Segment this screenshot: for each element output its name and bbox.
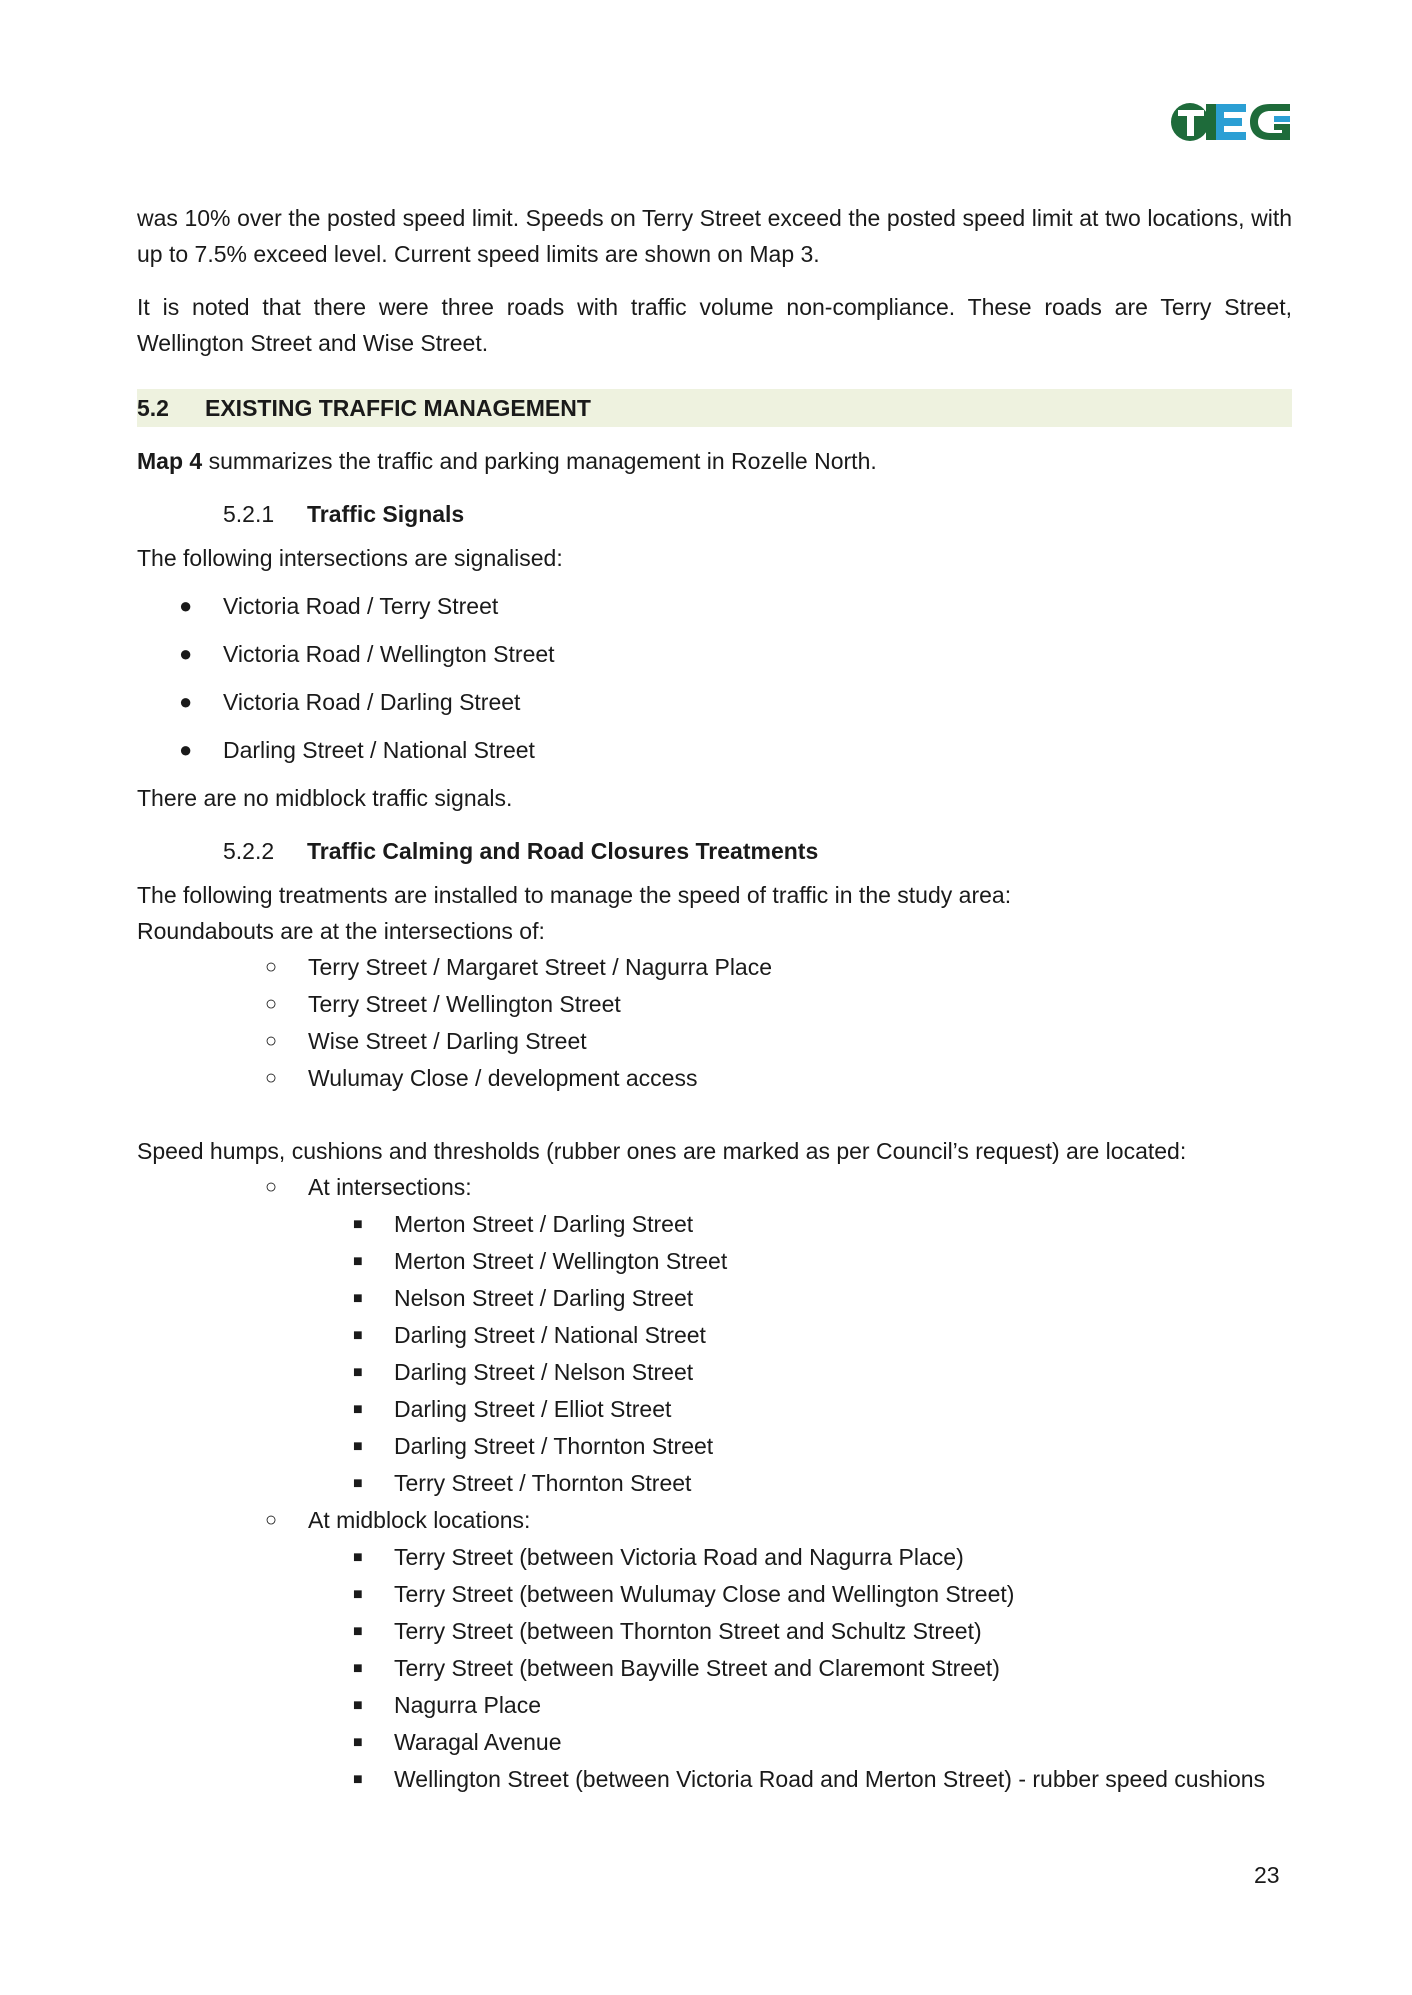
section-summary	[137, 443, 1292, 479]
roundabouts-intro: Roundabouts are at the intersections of:	[137, 918, 545, 944]
list-item: ■ Terry Street (between Bayville Street and Claremont Street)	[137, 1650, 1292, 1687]
list-item: ○ At intersections:	[137, 1169, 1292, 1206]
list-item: ○ Terry Street / Wellington Street	[137, 986, 1292, 1023]
list-item: ■ Waragal Avenue	[137, 1724, 1292, 1761]
humps-intro: Speed humps, cushions and thresholds (rubber ones are marked as per Council’s request) are located:	[137, 1138, 1187, 1164]
list-item: ■ Terry Street (between Wulumay Close and Wellington Street)	[137, 1576, 1292, 1613]
list-item: ■ Wellington Street (between Victoria Road and Merton Street) - rubber speed cushions	[137, 1761, 1292, 1798]
signals-intro: The following intersections are signalised:	[137, 545, 563, 571]
list-item: ■ Darling Street / Nelson Street	[137, 1354, 1292, 1391]
signals-outro: There are no midblock traffic signals.	[137, 785, 513, 811]
circle-bullet-icon: ○	[265, 993, 278, 1015]
page-number: 23	[1254, 1862, 1280, 1888]
list-item: ■ Merton Street / Wellington Street	[137, 1243, 1292, 1280]
square-bullet-icon: ■	[353, 1660, 363, 1677]
humps-midblock-label-list	[137, 1502, 1292, 1539]
circle-bullet-icon: ○	[265, 956, 278, 978]
square-bullet-icon: ■	[353, 1364, 363, 1381]
subsection-title: Traffic Calming and Road Closures Treatments	[307, 838, 819, 864]
square-bullet-icon: ■	[353, 1438, 363, 1455]
square-bullet-icon: ■	[353, 1623, 363, 1640]
signalised-intersections-list	[137, 582, 1292, 774]
section-heading	[137, 389, 1292, 427]
treatments-intro: The following treatments are installed to manage the speed of traffic in the study area:	[137, 882, 1012, 908]
circle-bullet-icon: ○	[265, 1176, 278, 1198]
square-bullet-icon: ■	[353, 1475, 363, 1492]
humps-intersections-list	[137, 1206, 1292, 1502]
subsection-heading-signals	[223, 496, 1292, 532]
spacer	[137, 1097, 1292, 1133]
subsection-heading-calming	[223, 833, 1292, 869]
square-bullet-icon: ■	[353, 1253, 363, 1270]
subsection-number: 5.2.2	[223, 838, 275, 864]
list-item: ○ Wise Street / Darling Street	[137, 1023, 1292, 1060]
list-item: ● Victoria Road / Darling Street	[137, 678, 1292, 726]
bullet-icon: ●	[179, 737, 193, 762]
list-item: ■ Darling Street / National Street	[137, 1317, 1292, 1354]
list-item: ○ Terry Street / Margaret Street / Nagurra Place	[137, 949, 1292, 986]
bullet-icon: ●	[179, 593, 193, 618]
list-item: ● Darling Street / National Street	[137, 726, 1292, 774]
list-item: ■ Terry Street / Thornton Street	[137, 1465, 1292, 1502]
list-item: ■ Darling Street / Thornton Street	[137, 1428, 1292, 1465]
circle-bullet-icon: ○	[265, 1067, 278, 1089]
square-bullet-icon: ■	[353, 1290, 363, 1307]
bullet-icon: ●	[179, 641, 193, 666]
roundabouts-list	[137, 949, 1292, 1097]
summary-text: summarizes the traffic and parking management in Rozelle North.	[202, 448, 877, 474]
square-bullet-icon: ■	[353, 1734, 363, 1751]
page-content	[137, 200, 1292, 1798]
list-item: ■ Nagurra Place	[137, 1687, 1292, 1724]
square-bullet-icon: ■	[353, 1216, 363, 1233]
humps-midblock-list	[137, 1539, 1292, 1798]
list-item: ○ At midblock locations:	[137, 1502, 1292, 1539]
circle-bullet-icon: ○	[265, 1509, 278, 1531]
square-bullet-icon: ■	[353, 1697, 363, 1714]
list-item: ■ Merton Street / Darling Street	[137, 1206, 1292, 1243]
square-bullet-icon: ■	[353, 1549, 363, 1566]
list-item: ● Victoria Road / Terry Street	[137, 582, 1292, 630]
square-bullet-icon: ■	[353, 1401, 363, 1418]
list-item: ■ Terry Street (between Thornton Street and Schultz Street)	[137, 1613, 1292, 1650]
list-item: ■ Nelson Street / Darling Street	[137, 1280, 1292, 1317]
square-bullet-icon: ■	[353, 1586, 363, 1603]
square-bullet-icon: ■	[353, 1771, 363, 1788]
list-item: ■ Darling Street / Elliot Street	[137, 1391, 1292, 1428]
bullet-icon: ●	[179, 689, 193, 714]
intro-paragraph-1: was 10% over the posted speed limit. Speeds on Terry Street exceed the posted speed limit at two locations, with up to 7.5% exceed level. Current speed limits are shown on Map 3.	[137, 205, 1292, 267]
humps-locations-list	[137, 1169, 1292, 1206]
section-number: 5.2	[137, 395, 169, 421]
intro-paragraph-2: It is noted that there were three roads with traffic volume non-compliance. These roads are Terry Street, Wellington Street and Wise Street.	[137, 294, 1292, 356]
section-title: EXISTING TRAFFIC MANAGEMENT	[205, 395, 591, 421]
map-reference: Map 4	[137, 448, 203, 474]
company-logo-icon	[1170, 100, 1292, 144]
circle-bullet-icon: ○	[265, 1030, 278, 1052]
square-bullet-icon: ■	[353, 1327, 363, 1344]
list-item: ■ Terry Street (between Victoria Road and Nagurra Place)	[137, 1539, 1292, 1576]
subsection-number: 5.2.1	[223, 501, 275, 527]
list-item: ○ Wulumay Close / development access	[137, 1060, 1292, 1097]
list-item: ● Victoria Road / Wellington Street	[137, 630, 1292, 678]
subsection-title: Traffic Signals	[307, 501, 465, 527]
